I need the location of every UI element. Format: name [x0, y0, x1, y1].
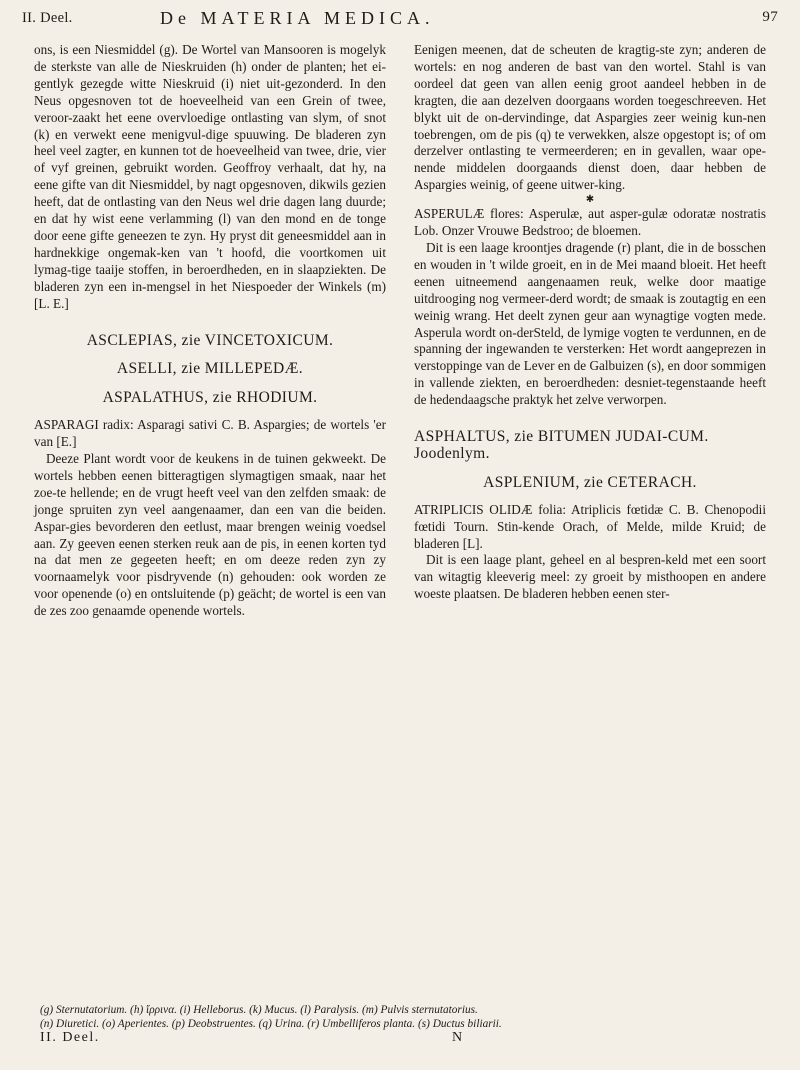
footnote-line-2: (n) Diuretici. (o) Aperientes. (p) Deobstruentes. (q) Urina. (r) Umbelliferos planta. (s) Ductus biliarii.: [40, 1017, 502, 1030]
entry-asperulae: ASPERULÆ flores: Asperulæ, aut asper-gulæ odoratæ nostratis Lob. Onzer Vrouwe Bedstroo; de bloemen.: [414, 206, 766, 239]
entry-heading-aselli: ASELLI, zie MILLEPEDÆ.: [116, 360, 304, 378]
right-column: [414, 42, 766, 603]
volume-signature: II. Deel.: [40, 1030, 100, 1045]
paragraph-aspargies-kragten: Eenigen meenen, dat de scheuten de kragtig-ste zyn; anderen de wortels: en nog anderen de bast van den wortel. Stahl is van oordeel dat geen van allen eenig groot aandeel hebben in de kragten, die aan dezelven doorgaans worden toegeschreeven. Het blykt uit de on-dervindinge, dat Aspargies zeer weinig kun-nen toebrengen, om de pis (q) te verwekken, alsze opgestopt is; of om derzelver ontlasting te vermeerderen; en in gevallen, waar ope-nende middelen doorgaands dienst doen, daar hebben de Aspargies weinig, of geene uitwer-king.: [414, 42, 766, 193]
paragraph-atriplicis: Dit is een laage plant, geheel en al bespren-keld met een soort van witagtig kleeverig meel: zy groeit by misthoopen en andere woeste plaatsen. De bladeren hebben eenen ster-: [414, 552, 766, 602]
part-label: II. Deel.: [22, 10, 73, 26]
entry-heading-asplenium: ASPLENIUM, zie CETERACH.: [483, 473, 697, 491]
paragraph-niesmiddel: ons, is een Niesmiddel (g). De Wortel van Mansooren is mogelyk de sterkste van alle de Nieskruiden (h) onder de planten; het ei-gentlyk gezegde witte Nieskruid (i) niet uit-gezonderd. In den Neus opgesnoven tot de hoeveelheid van een Grein of twee, veroor-zaakt het eene overvloedige ontlasting van slym, of snot (k) en verwekt eene menigvul-dige spuuwing. De bladeren zyn heel veel zagter, en kunnen tot de hoeveelheid van twee, drie, vier of vyf greinen, gebruikt worden. Geoffroy verhaalt, dat hy, na eene gifte van dit Niesmiddel, by nagt opgesnoven, dikwils gezien heeft, dat de ontlasting van den Neus wel drie dagen lang duurde; en dat hy wist eene verlamming (l) van den mond en de tonge door eene gifte geneezen te zyn. Hy pryst dit geneesmiddel aan in hardnekkige ongemak-ken van 't hoofd, die voortkomen uit lymag-tige taaije stoffen, in beroerdheden, en in slaapziekten. De bladeren zyn een in-mengsel in het Niespoeder der Winkels (m) [L. E.]: [34, 42, 386, 311]
entry-atriplicis: ATRIPLICIS OLIDÆ folia: Atriplicis fœtidæ C. B. Chenopodii fœtidi Tourn. Stin-kende Orach, of Melde, milde Kruid; de bladeren [L].: [414, 501, 766, 551]
entry-heading-aspalathus: ASPALATHUS, zie RHODIUM.: [102, 389, 318, 407]
entry-heading-asclepias: ASCLEPIAS, zie VINCETOXICUM.: [86, 331, 334, 349]
page-title: De MATERIA MEDICA.: [160, 8, 435, 28]
footnotes: [40, 1004, 770, 1031]
running-head: [22, 8, 778, 36]
entry-heading-asphaltus: ASPHALTUS, zie BITUMEN JUDAI-CUM. Joodenlym.: [414, 428, 709, 462]
ornament-star: ✱: [585, 194, 595, 206]
page-number: 97: [762, 9, 778, 25]
gathering-mark: N: [452, 1030, 464, 1045]
entry-asparagi: ASPARAGI radix: Asparagi sativi C. B. Aspargies; de wortels 'er van [E.]: [34, 417, 386, 450]
paragraph-asparagi: Deeze Plant wordt voor de keukens in de tuinen gekweekt. De wortels hebben eenen bitteragtigen slymagtigen smaak, naar het zoe-te hellende; en de vrugt heeft veel van den zelfden smaak: de jonge spruiten zyn veel aangenaamer, dan een van die beiden. Aspar-gies bevorderen den eetlust, maar brengen weinig voedsel aan. Zy geeven eenen sterken reuk aan de pis, in eenen korten tyd na dat men ze gegeeten heeft; en om deeze reden zyn zy voornaamelyk voor pisdryvende (n) gehouden: ook worden ze voor openende (o) en ontsluitende (p) geächt; de wortel is een van de zes zoo genaamde openende wortels.: [34, 451, 386, 619]
left-column: [34, 42, 386, 620]
footnote-line-1: (g) Sternutatorium. (h) ἴρρινα. (i) Helleborus. (k) Mucus. (l) Paralysis. (m) Pulvis sternutatorius.: [40, 1004, 478, 1016]
paragraph-asperula: Dit is een laage kroontjes dragende (r) plant, die in de bosschen en wouden in 't wilde groeit, en in de Mei maand bloeit. Het heeft eenen uitneemend aangenaamen reuk, welke door maatige uitdrooging nog vermeer-derd wordt; de smaak is zoutagtig en een weinig wrang. Het deelt zynen geur aan wynagtige vogten mede. Asperula wordt on-derSteld, de lymige vogten te verdunnen, en de spanning der ingewanden te versterken: Het wordt aangeprezen in verstoppinge van de Lever en de Galbuizen (s), en door sommigen in vallende ziekten, en beroerdheden: desniet-tegenstaande heeft de hedendaagsche praktyk het zelve verworpen.: [414, 239, 766, 408]
signature-line: [40, 1030, 770, 1046]
